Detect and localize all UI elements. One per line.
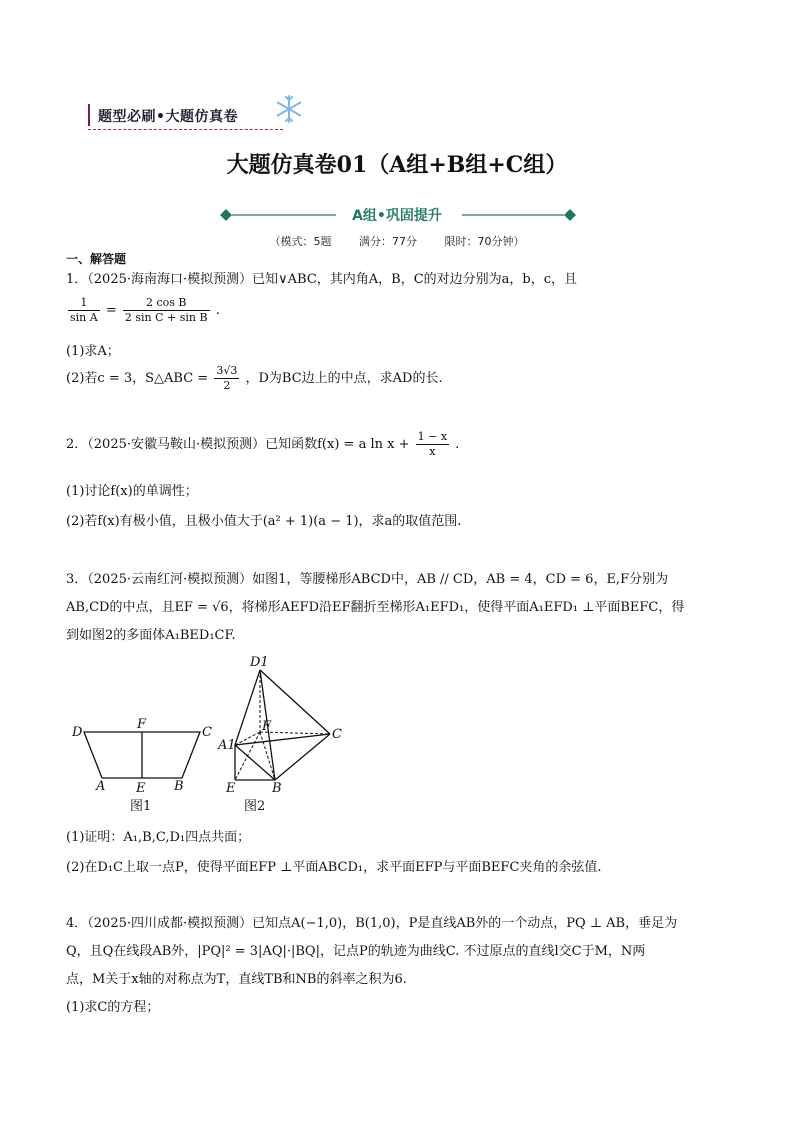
fig1-label-E: E [136, 781, 146, 796]
section-heading: 一、解答题 [66, 252, 127, 266]
q4-part1: (1)求C的方程； [66, 1000, 160, 1015]
q1-equation: $\frac{1}{\text{sin A}}$ = $\frac{\text{2 cos B}}{\text{2 sin C + sin B}}$ . [70, 296, 220, 324]
page-title: 大题仿真卷01（A组+B组+C组） [226, 152, 568, 178]
q4-line1: 4．（2025·四川成都·模拟预测）已知点A(−1,0)，B(1,0)，P是直线AB外的一个动点，PQ ⊥ AB，垂足为 [66, 916, 678, 931]
fig1-label-D: D [72, 725, 83, 740]
q1-stem: 1．（2025·海南海口·模拟预测）已知∨ABC，其内角A，B，C的对边分别为a，b，c，且 [66, 272, 578, 287]
q4-line3: 点，M关于x轴的对称点为T，直线TB和NB的斜率之积为6. [66, 972, 407, 987]
q3-line3: 到如图2的多面体A₁BED₁CF. [66, 628, 236, 643]
q1-part2: (2)若c = 3，S△ABC = $\frac{3√3}{2}$ ，D为BC边上的中点，求AD的长. [66, 364, 443, 392]
tag-left-bar [88, 104, 90, 126]
q1-area-frac: $\frac{3√3}{2}$ [216, 364, 238, 392]
fig2-label-B: B [272, 781, 282, 796]
q1-part1: (1)求A； [66, 344, 120, 359]
snowflake-icon [274, 94, 304, 124]
header-tag [88, 100, 283, 130]
meta-mode: （模式：5题 [269, 235, 332, 248]
group-divider-right [460, 207, 580, 223]
group-title: A组•巩固提升 [352, 208, 442, 224]
fig2-label-E: E [226, 781, 236, 796]
q3-part1: (1)证明：A₁,B,C,D₁四点共面； [66, 830, 251, 845]
q3-line2: AB,CD的中点，且EF = √6，将梯形AEFD沿EF翻折至梯形A₁EFD₁，使得平面A₁EFD₁ ⊥平面BEFC，得 [66, 600, 685, 615]
q2-part2: (2)若f(x)有极小值，且极小值大于(a² + 1)(a − 1)，求a的取值范围. [66, 514, 462, 529]
q2-frac: $\frac{1 - x}{x}$ [417, 430, 448, 458]
q1-frac-right: $\frac{\text{2 cos B}}{\text{2 sin C + sin B}}$ [124, 296, 208, 324]
exam-meta [0, 233, 794, 249]
q1-frac-left: $\frac{1}{\text{sin A}}$ [70, 296, 98, 324]
fig1-caption: 图1 [130, 799, 152, 814]
fig1-label-A: A [96, 779, 106, 794]
q4-line2: Q，且Q在线段AB外，|PQ|² = 3|AQ|·|BQ|，记点P的轨迹为曲线C. 不过原点的直线l交C于M，N两 [66, 944, 646, 959]
meta-time: 限时：70分钟） [444, 235, 525, 248]
q3-figures [70, 650, 360, 820]
fig2-label-C: C [332, 727, 342, 742]
figure-2-polyhedron [235, 670, 330, 780]
q2-stem: 2．（2025·安徽马鞍山·模拟预测）已知函数f(x) = a ln x + $\frac{1 - x}{x}$ . [66, 430, 460, 458]
figure-1-trapezoid [84, 732, 200, 778]
fig2-label-D1: D1 [250, 655, 269, 670]
fig2-label-F: F [262, 719, 272, 734]
q3-part2: (2)在D₁C上取一点P，使得平面EFP ⊥平面ABCD₁，求平面EFP与平面BEFC夹角的余弦值. [66, 860, 602, 875]
meta-score: 满分：77分 [359, 235, 417, 248]
fig1-label-B: B [174, 779, 184, 794]
fig1-label-C: C [202, 725, 212, 740]
tag-dashed-underline [88, 129, 283, 130]
fig2-label-A1: A1 [218, 738, 236, 753]
fig1-label-F: F [137, 717, 147, 732]
fig2-caption: 图2 [244, 799, 266, 814]
tag-text: 题型必刷•大题仿真卷 [98, 109, 238, 125]
q3-line1: 3．（2025·云南红河·模拟预测）如图1，等腰梯形ABCD中，AB // CD，AB = 4，CD = 6，E,F分别为 [66, 572, 669, 587]
q2-part1: (1)讨论f(x)的单调性； [66, 484, 198, 499]
